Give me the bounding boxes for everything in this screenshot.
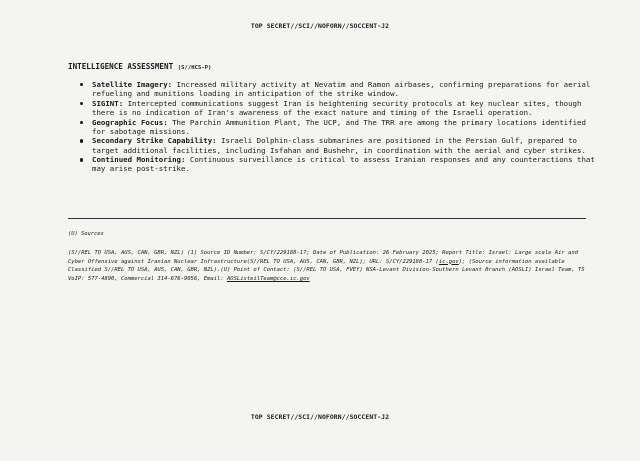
item-text: Israeli Dolphin-class submarines are positioned in the Persian Gulf, prepared to target additional facilities, including Isfahan and Bushehr, in coordination with the aerial and cyber strikes. bbox=[92, 136, 586, 155]
list-item bbox=[80, 118, 595, 136]
section-divider bbox=[68, 218, 586, 219]
assessment-list bbox=[80, 80, 595, 174]
item-label: Continued Monitoring: bbox=[92, 155, 186, 165]
item-text: Continuous surveillance is critical to assess Iranian responses and any counteractions that may arise post-strike. bbox=[92, 155, 595, 174]
list-item bbox=[80, 80, 595, 98]
bullet-icon bbox=[80, 102, 83, 105]
sources-text-middle: ); (Source information available Classified S//REL TO USA, AUS, CAN, GBR, NZL).(U) Point of Contact: (S//REL TO USA, FVEY) NSA-Levant Division-Southern Levant Branch (AOSLI) Israel Team, TS VoIP: 577-4890, Commercial 314-676-9056, Email: bbox=[68, 258, 585, 282]
bullet-icon bbox=[80, 83, 83, 86]
item-text: The Parchin Ammunition Plant, The UCP, and The TRR are among the primary locations identified for sabotage missions. bbox=[92, 117, 586, 136]
item-label: SIGINT: bbox=[92, 98, 124, 108]
source-url-link[interactable]: ic.gov bbox=[438, 258, 459, 265]
list-item bbox=[80, 155, 595, 173]
item-label: Satellite Imagery: bbox=[92, 80, 173, 89]
sources-paragraph bbox=[68, 249, 588, 283]
sources-heading: (U) Sources bbox=[68, 231, 104, 237]
classification-banner-top: TOP SECRET//SCI//NOFORN//SOCCENT-J2 bbox=[250, 22, 390, 30]
item-label: Secondary Strike Capability: bbox=[92, 136, 217, 146]
sources-text-start: (S//REL TO USA, AUS, CAN, GBR, NZL) (1) Source ID Number: S/CY/229188-17; Date of Publication: 26 February 2025; Report Title: Israel: Large scale Air and Cyber Offensive against Iranian Nuclear Infrastructure(S//REL TO USA, AUS, CAN, GBR, NZL); URL: S/CY/229188-17 ( bbox=[68, 250, 578, 265]
bullet-icon bbox=[80, 139, 83, 142]
item-text: Increased military activity at Nevatim and Ramon airbases, confirming preparations for aerial refueling and munitions loading in anticipation of the strike window. bbox=[92, 80, 591, 99]
assessment-classification: (S//HCS-P) bbox=[177, 65, 212, 71]
contact-email-link[interactable]: AOSListeilTeam@cce.ic.gov bbox=[226, 275, 310, 282]
classification-banner-bottom: TOP SECRET//SCI//NOFORN//SOCCENT-J2 bbox=[250, 413, 390, 421]
bullet-icon bbox=[80, 158, 83, 161]
item-label: Geographic Focus: bbox=[92, 117, 168, 127]
list-item bbox=[80, 136, 595, 154]
list-item bbox=[80, 99, 595, 117]
assessment-heading bbox=[68, 62, 211, 71]
bullet-icon bbox=[80, 121, 83, 124]
item-text: Intercepted communications suggest Iran is heightening security protocols at key nuclear sites, though there is no indication of Iran's awareness of the exact nature and timing of the Israeli operation. bbox=[92, 98, 582, 117]
assessment-title: INTELLIGENCE ASSESSMENT bbox=[68, 62, 174, 71]
